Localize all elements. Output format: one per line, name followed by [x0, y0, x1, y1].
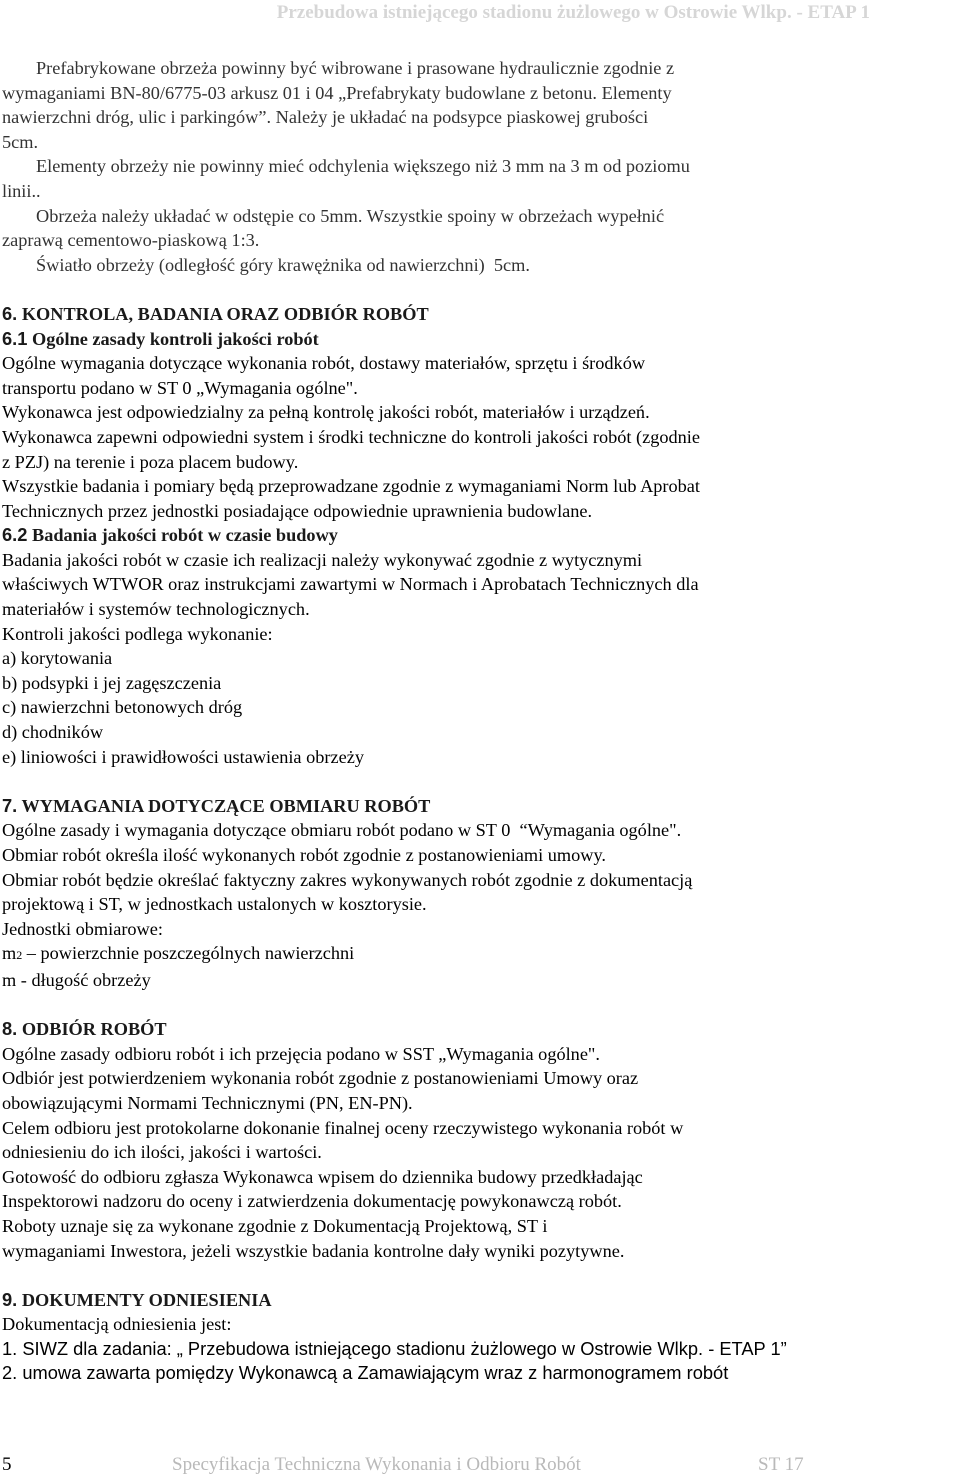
paragraph-line: Obmiar robót określa ilość wykonanych robót zgodnie z postanowieniami umowy. — [2, 845, 606, 865]
unit-m-line: m - długość obrzeży — [2, 969, 151, 990]
paragraph-line: Badania jakości robót w czasie ich realizacji należy wykonywać zgodnie z wytycznymi — [2, 549, 643, 570]
paragraph-line: odniesieniu do ich ilości, jakości i wartości. — [2, 1142, 322, 1163]
intro-line: Prefabrykowane obrzeża powinny być wibrowane i prasowane hydraulicznie zgodnie z — [36, 58, 675, 78]
paragraph-line: Ogólne zasady odbioru robót i ich przejęcia podano w SST „Wymagania ogólne". — [2, 1043, 600, 1064]
section-number: 9. — [2, 1288, 18, 1310]
section-title: DOKUMENTY ODNIESIENIA — [21, 1289, 272, 1310]
section-9-heading — [2, 1288, 952, 1313]
subsection-number: 6.1 — [2, 327, 28, 349]
paragraph-line: Technicznych przez jednostki posiadające odpowiednie uprawnienia budowlane. — [2, 500, 593, 521]
paragraph-line: Wszystkie badania i pomiary będą przeprowadzane zgodnie z wymaganiami Norm lub Aprobat — [2, 476, 700, 497]
unit-subscript: 2 — [16, 948, 23, 963]
paragraph-line: Obmiar robót będzie określać faktyczny zakres wykonywanych robót zgodnie z dokumentacją — [2, 869, 693, 890]
section-title: WYMAGANIA DOTYCZĄCE OBMIARU ROBÓT — [21, 795, 431, 816]
section-7-heading — [2, 794, 952, 819]
paragraph-line: Jednostki obmiarowe: — [2, 918, 163, 939]
subsection-6-1-heading — [2, 327, 952, 352]
section-number: 8. — [2, 1018, 18, 1040]
unit-description: – powierzchnie poszczególnych nawierzchni — [22, 943, 355, 964]
paragraph-line: wymaganiami Inwestora, jeżeli wszystkie badania kontrolne dały wyniki pozytywne. — [2, 1240, 625, 1261]
spacer — [2, 277, 952, 302]
spacer — [2, 769, 952, 794]
paragraph-line: właściwych WTWOR oraz instrukcjami zawartymi w Normach i Aprobatach Technicznych dla — [2, 574, 699, 595]
section-8-heading — [2, 1017, 952, 1042]
spacer — [2, 993, 952, 1018]
paragraph-line: Celem odbioru jest protokolarne dokonanie finalnej oceny rzeczywistego wykonania robót w — [2, 1117, 684, 1138]
paragraph-line: transportu podano w ST 0 „Wymagania ogólne". — [2, 377, 358, 398]
paragraph-line: Wykonawca jest odpowiedzialny za pełną kontrolę jakości robót, materiałów i urządzeń. — [2, 402, 650, 423]
subsection-title: Badania jakości robót w czasie budowy — [32, 525, 338, 546]
subsection-title: Ogólne zasady kontroli jakości robót — [32, 328, 319, 349]
paragraph-line: obowiązującymi Normami Technicznymi (PN, EN-PN). — [2, 1092, 413, 1113]
intro-line: 5cm. — [2, 131, 39, 152]
section-number: 6. — [2, 302, 18, 324]
intro-line: wymaganiami BN-80/6775-03 arkusz 01 i 04 „Prefabrykaty budowlane z betonu. Elementy — [2, 82, 672, 103]
intro-line: linii.. — [2, 180, 41, 201]
list-item: c) nawierzchni betonowych dróg — [2, 697, 243, 718]
section-title: KONTROLA, BADANIA ORAZ ODBIÓR ROBÓT — [21, 303, 429, 324]
reference-item: 1. SIWZ dla zadania: „ Przebudowa istniejącego stadionu żużlowego w Ostrowie Wlkp. - ETAP 1” — [2, 1337, 787, 1359]
paragraph-line: Dokumentacją odniesienia jest: — [2, 1314, 232, 1335]
intro-line: Elementy obrzeży nie powinny mieć odchylenia większego niż 3 mm na 3 m od poziomu — [36, 156, 690, 177]
section-number: 7. — [2, 794, 18, 816]
intro-line: zaprawą cementowo-piaskową 1:3. — [2, 230, 260, 251]
unit-symbol: m — [2, 943, 17, 964]
document-body — [2, 56, 952, 1386]
reference-item: 2. umowa zawarta pomiędzy Wykonawcą a Zamawiającym wraz z harmonogramem robót — [2, 1362, 729, 1384]
paragraph-line: z PZJ) na terenie i poza placem budowy. — [2, 451, 299, 472]
paragraph-line: Ogólne wymagania dotyczące wykonania robót, dostawy materiałów, sprzętu i środków — [2, 353, 646, 374]
page-number: 5 — [2, 1454, 12, 1475]
paragraph-line: Odbiór jest potwierdzeniem wykonania robót zgodnie z postanowieniami Umowy oraz — [2, 1068, 639, 1089]
spacer — [2, 1263, 952, 1288]
list-item: a) korytowania — [2, 648, 113, 669]
running-header: Przebudowa istniejącego stadionu żużlowego w Ostrowie Wlkp. - ETAP 1 — [276, 2, 870, 23]
paragraph-line: Wykonawca zapewni odpowiedni system i środki techniczne do kontroli jakości robót (zgodnie — [2, 426, 700, 447]
intro-line: nawierzchni dróg, ulic i parkingów”. Należy je układać na podsypce piaskowej grubości — [2, 107, 649, 128]
paragraph-line: Ogólne zasady i wymagania dotyczące obmiaru robót podano w ST 0 “Wymagania ogólne". — [2, 820, 682, 841]
list-item: e) liniowości i prawidłowości ustawienia obrzeży — [2, 746, 364, 767]
paragraph-line: Gotowość do odbioru zgłasza Wykonawca wpisem do dziennika budowy przedkładając — [2, 1166, 643, 1187]
paragraph-line: Inspektorowi nadzoru do oceny i zatwierdzenia dokumentację powykonawczą robót. — [2, 1191, 622, 1212]
unit-m2-line — [2, 941, 952, 968]
section-title: ODBIÓR ROBÓT — [21, 1019, 167, 1040]
subsection-number: 6.2 — [2, 524, 28, 546]
list-item: b) podsypki i jej zagęszczenia — [2, 672, 222, 693]
section-6-heading — [2, 302, 952, 327]
paragraph-line: materiałów i systemów technologicznych. — [2, 599, 310, 620]
paragraph-line: Kontroli jakości podlega wykonanie: — [2, 623, 273, 644]
footer-code: ST 17 — [758, 1454, 804, 1475]
footer-title: Specyfikacja Techniczna Wykonania i Odbioru Robót — [172, 1454, 581, 1475]
intro-line: Światło obrzeży (odległość góry krawężnika od nawierzchni) 5cm. — [36, 254, 530, 275]
subsection-6-2-heading — [2, 523, 952, 548]
paragraph-line: projektową i ST, w jednostkach ustalonych w kosztorysie. — [2, 894, 427, 915]
intro-line: Obrzeża należy układać w odstępie co 5mm. Wszystkie spoiny w obrzeżach wypełnić — [36, 205, 665, 226]
page-footer — [0, 1454, 960, 1480]
paragraph-line: Roboty uznaje się za wykonane zgodnie z Dokumentacją Projektową, ST i — [2, 1215, 548, 1236]
list-item: d) chodników — [2, 722, 104, 743]
